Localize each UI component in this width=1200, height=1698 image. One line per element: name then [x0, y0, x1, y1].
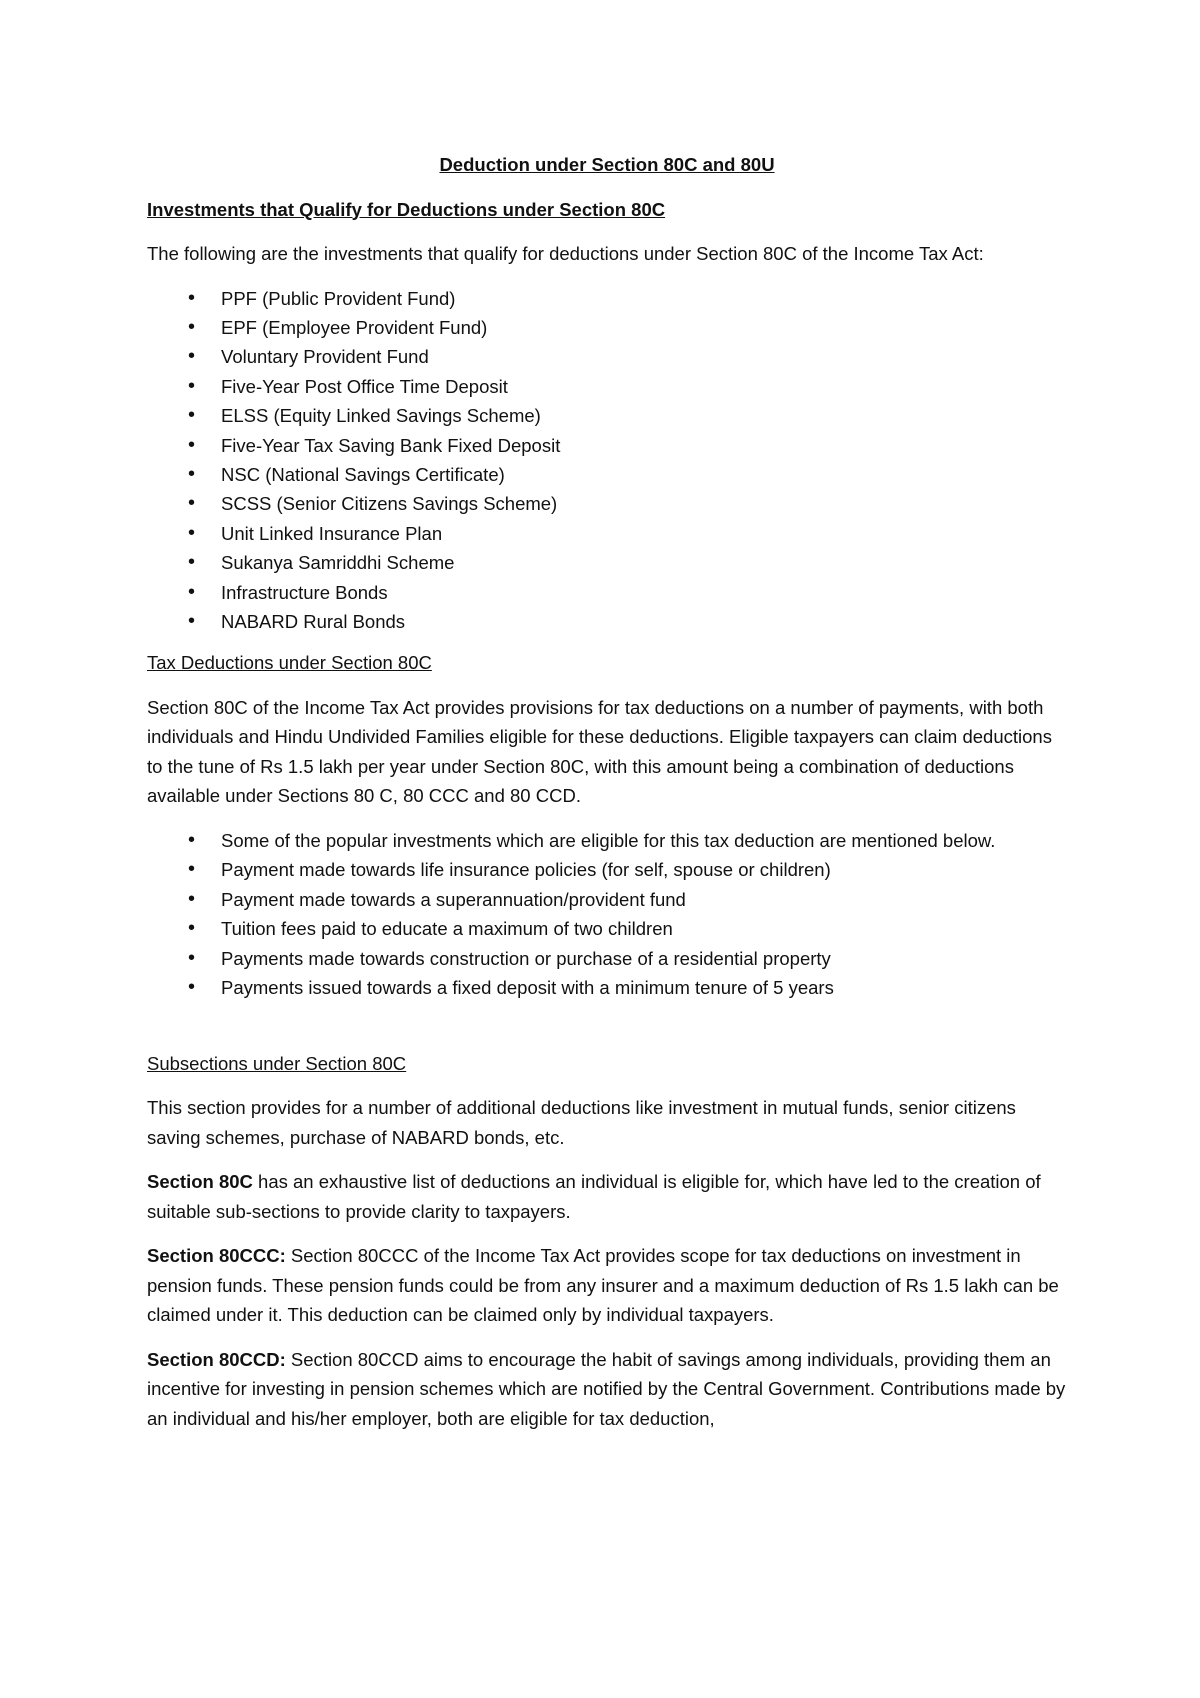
document-page: [147, 150, 1067, 1448]
payments-list: [147, 826, 1067, 1003]
list-item: • Payments made towards construction or purchase of a residential property: [147, 944, 1067, 974]
section-80c-label: Section 80C: [147, 1171, 253, 1193]
list-item: • Payment made towards life insurance policies (for self, spouse or children): [147, 855, 1067, 885]
investments-intro: The following are the investments that qualify for deductions under Section 80C of the Income Tax Act:: [147, 243, 984, 264]
section-80ccc-label: Section 80CCC:: [147, 1245, 286, 1267]
list-item: • Infrastructure Bonds: [147, 578, 1067, 607]
list-item: • SCSS (Senior Citizens Savings Scheme): [147, 489, 1067, 518]
list-item: • Five-Year Tax Saving Bank Fixed Deposit: [147, 431, 1067, 460]
list-item: • PPF (Public Provident Fund): [147, 284, 1067, 313]
section-80ccc-paragraph: [147, 1241, 1067, 1330]
list-item: • Unit Linked Insurance Plan: [147, 519, 1067, 548]
list-item: • Tuition fees paid to educate a maximum of two children: [147, 914, 1067, 944]
section-80ccd-label: Section 80CCD:: [147, 1348, 286, 1370]
list-item: • Voluntary Provident Fund: [147, 342, 1067, 371]
list-item: • EPF (Employee Provident Fund): [147, 313, 1067, 342]
list-item: • NSC (National Savings Certificate): [147, 460, 1067, 489]
list-item: • Five-Year Post Office Time Deposit: [147, 372, 1067, 401]
tax-deductions-paragraph: Section 80C of the Income Tax Act provides provisions for tax deductions on a number of payments, with both individuals and Hindu Undivided Families eligible for these deductions. Eligible taxpayers can claim deductions to the tune of Rs 1.5 lakh per year under Section 80C, with this amount being a combination of deductions available under Sections 80 C, 80 CCC and 80 CCD.: [147, 696, 1052, 807]
subsections-intro: This section provides for a number of additional deductions like investment in mutual funds, senior citizens saving schemes, purchase of NABARD bonds, etc.: [147, 1097, 1016, 1148]
list-item: • Payments issued towards a fixed deposit with a minimum tenure of 5 years: [147, 973, 1067, 1003]
list-item: • NABARD Rural Bonds: [147, 607, 1067, 636]
list-item: • Sukanya Samriddhi Scheme: [147, 548, 1067, 577]
investments-list: [147, 284, 1067, 637]
section-80ccd-text: Section 80CCD aims to encourage the habit of savings among individuals, providing them an incentive for investing in pension schemes which are notified by the Central Government. Contributions made by an individual and his/her employer, both are eligible for tax deduction,: [147, 1348, 1066, 1429]
section-80ccc-text: Section 80CCC of the Income Tax Act provides scope for tax deductions on investment in pension funds. These pension funds could be from any insurer and a maximum deduction of Rs 1.5 lakh can be claimed under it. This deduction can be claimed only by individual taxpayers.: [147, 1245, 1059, 1326]
investments-heading: Investments that Qualify for Deductions under Section 80C: [147, 198, 666, 220]
list-item: • Payment made towards a superannuation/provident fund: [147, 885, 1067, 915]
document-title: Deduction under Section 80C and 80U: [439, 154, 775, 175]
tax-deductions-heading: Tax Deductions under Section 80C: [147, 652, 432, 674]
list-item: • Some of the popular investments which are eligible for this tax deduction are mentioned below.: [147, 826, 1067, 856]
section-80c-paragraph: [147, 1167, 1067, 1226]
section-80ccd-paragraph: [147, 1345, 1067, 1434]
subsections-heading: Subsections under Section 80C: [147, 1052, 407, 1074]
list-item: • ELSS (Equity Linked Savings Scheme): [147, 401, 1067, 430]
section-80c-text: has an exhaustive list of deductions an individual is eligible for, which have led to the creation of suitable sub-sections to provide clarity to taxpayers.: [147, 1171, 1041, 1222]
